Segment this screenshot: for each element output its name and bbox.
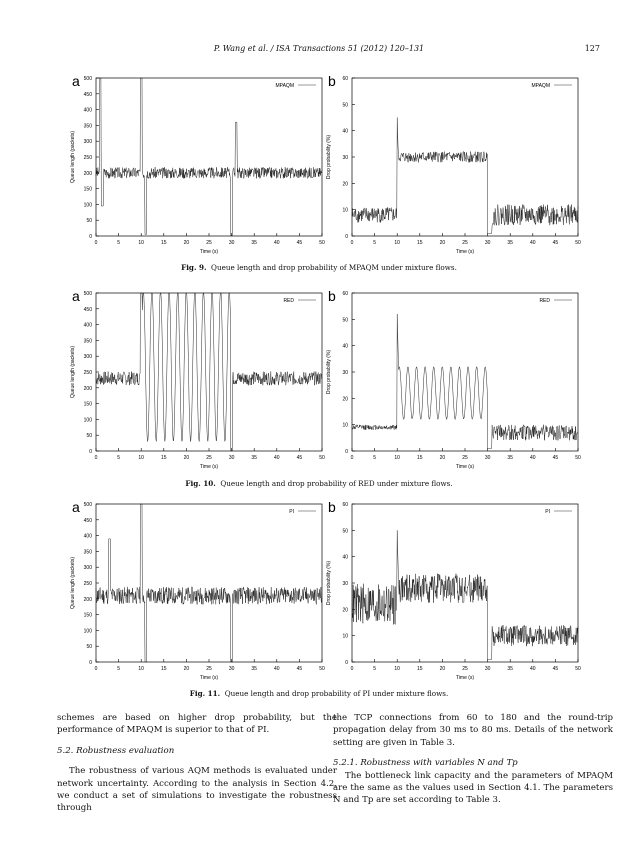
y-tick-label: 50 (342, 528, 348, 535)
y-tick-label: 40 (342, 128, 348, 135)
y-tick-label: 10 (342, 207, 348, 214)
caption-text: Queue length and drop probability of RED under mixture flows. (220, 479, 453, 488)
legend-label: RED (539, 298, 550, 304)
y-tick-label: 100 (83, 417, 92, 424)
y-tick-label: 250 (83, 370, 92, 376)
y-tick-label: 20 (342, 607, 348, 614)
x-tick-label: 50 (575, 240, 581, 246)
x-tick-label: 35 (251, 666, 257, 672)
figure-label: Fig. 9. (181, 263, 207, 272)
x-tick-label: 45 (552, 666, 559, 672)
right-column (333, 712, 613, 807)
x-tick-label: 35 (507, 666, 513, 672)
figure-10-plots (60, 287, 580, 469)
paragraph: The robustness of various AQM methods is evaluated under network uncertainty. According to the analysis in Section 4.2, we conduct a set of simulations to investigate the robustness through (57, 766, 337, 814)
figure-9-caption (0, 263, 638, 272)
x-axis-label: Time (s) (455, 249, 475, 255)
figure-11-plots (60, 498, 580, 680)
y-tick-label: 30 (342, 581, 348, 587)
x-tick-label: 0 (350, 455, 354, 461)
x-tick-label: 40 (274, 455, 280, 461)
x-tick-label: 0 (94, 455, 98, 461)
x-tick-label: 0 (94, 240, 98, 246)
figure-11 (60, 498, 580, 680)
y-tick-label: 300 (83, 354, 92, 361)
paragraph: the TCP connections from 60 to 180 and the round-trip propagation delay from 30 ms to 80 ms. Details of the network setting are given in Table 3. (333, 713, 613, 748)
x-tick-label: 20 (183, 455, 190, 461)
x-tick-label: 40 (274, 240, 280, 246)
y-tick-label: 450 (83, 306, 92, 313)
x-tick-label: 30 (484, 666, 491, 672)
y-tick-label: 350 (83, 338, 92, 345)
x-tick-label: 25 (462, 666, 468, 672)
page-number: 127 (584, 44, 600, 53)
x-tick-label: 10 (394, 240, 400, 246)
panel-letter: b (328, 499, 336, 515)
y-tick-label: 300 (83, 139, 92, 146)
x-tick-label: 35 (507, 455, 513, 461)
y-tick-label: 40 (342, 554, 348, 561)
x-tick-label: 15 (161, 455, 167, 461)
x-tick-label: 10 (138, 455, 144, 461)
series-line (96, 293, 322, 451)
series-line (352, 118, 578, 234)
x-tick-label: 35 (507, 240, 513, 246)
x-tick-label: 10 (394, 455, 400, 461)
y-axis-label: Drop probability (%) (326, 134, 332, 180)
x-tick-label: 0 (94, 666, 98, 672)
y-tick-label: 500 (83, 76, 92, 82)
x-tick-label: 15 (417, 666, 423, 672)
series-line (352, 314, 578, 448)
y-tick-label: 0 (345, 234, 348, 240)
x-tick-label: 30 (228, 666, 235, 672)
figure-9 (60, 72, 580, 254)
x-tick-label: 50 (319, 455, 325, 461)
y-tick-label: 450 (83, 91, 92, 98)
y-tick-label: 0 (89, 234, 92, 240)
x-tick-label: 10 (138, 240, 144, 246)
x-axis-label: Time (s) (199, 249, 219, 255)
x-tick-label: 40 (530, 455, 536, 461)
legend-label: PI (545, 509, 550, 515)
panel-letter: a (72, 499, 80, 515)
legend-label: MPAQM (275, 83, 294, 89)
x-tick-label: 15 (417, 240, 423, 246)
x-tick-label: 25 (206, 240, 212, 246)
x-tick-label: 15 (161, 666, 167, 672)
y-axis-label: Drop probability (%) (326, 349, 332, 395)
x-tick-label: 30 (228, 240, 235, 246)
x-tick-label: 20 (183, 240, 190, 246)
journal-header: P. Wang et al. / ISA Transactions 51 (2012) 120–131 (213, 44, 425, 53)
x-axis-label: Time (s) (199, 464, 219, 470)
x-tick-label: 35 (251, 455, 257, 461)
y-tick-label: 100 (83, 628, 92, 635)
paragraph: schemes are based on higher drop probability, but the performance of MPAQM is superior to that of PI. (57, 713, 337, 736)
y-tick-label: 500 (83, 291, 92, 297)
y-tick-label: 200 (83, 170, 92, 177)
section-heading: 5.2. Robustness evaluation (57, 745, 175, 756)
y-tick-label: 400 (83, 107, 92, 114)
x-tick-label: 15 (417, 455, 423, 461)
legend-label: PI (289, 509, 294, 515)
series-line (352, 530, 578, 659)
y-tick-label: 20 (342, 181, 348, 188)
y-tick-label: 350 (83, 549, 92, 556)
plot-frame (96, 293, 322, 451)
x-tick-label: 45 (552, 240, 559, 246)
y-tick-label: 200 (83, 596, 92, 603)
y-axis-label: Queue length (packets) (70, 346, 76, 398)
y-axis-label: Queue length (packets) (70, 131, 76, 183)
running-header (0, 44, 638, 58)
y-tick-label: 10 (342, 422, 348, 429)
figure-11-caption (0, 689, 638, 698)
x-tick-label: 5 (373, 666, 376, 672)
panel-letter: b (328, 288, 336, 304)
x-tick-label: 20 (439, 240, 446, 246)
y-tick-label: 150 (83, 186, 92, 193)
y-tick-label: 450 (83, 517, 92, 524)
x-tick-label: 20 (439, 455, 446, 461)
figure-10 (60, 287, 580, 469)
y-tick-label: 400 (83, 322, 92, 329)
paragraph: The bottleneck link capacity and the parameters of MPAQM are the same as the values used in Section 4.1. The parameters N and Tp are set according to Table 3. (333, 770, 613, 806)
x-tick-label: 10 (394, 666, 400, 672)
y-tick-label: 0 (89, 660, 92, 666)
x-tick-label: 30 (228, 455, 235, 461)
y-axis-label: Drop probability (%) (326, 560, 332, 606)
x-tick-label: 50 (575, 455, 581, 461)
panel-letter: a (72, 288, 80, 304)
x-tick-label: 25 (206, 666, 212, 672)
x-tick-label: 35 (251, 240, 257, 246)
x-tick-label: 5 (117, 455, 120, 461)
y-tick-label: 50 (86, 218, 92, 225)
figure-label: Fig. 10. (185, 479, 216, 488)
y-tick-label: 40 (342, 343, 348, 350)
x-tick-label: 5 (373, 455, 376, 461)
y-tick-label: 0 (345, 660, 348, 666)
subsection-heading: 5.2.1. Robustness with variables N and Tp (333, 758, 518, 769)
x-tick-label: 25 (206, 455, 212, 461)
x-tick-label: 40 (530, 240, 536, 246)
figure-9-plots (60, 72, 580, 254)
y-tick-label: 0 (89, 449, 92, 455)
y-tick-label: 50 (86, 644, 92, 651)
y-tick-label: 350 (83, 123, 92, 130)
x-tick-label: 45 (296, 666, 303, 672)
x-tick-label: 50 (319, 240, 325, 246)
caption-text: Queue length and drop probability of MPAQM under mixture flows. (211, 263, 457, 272)
series-line (96, 504, 322, 662)
y-tick-label: 150 (83, 612, 92, 619)
x-tick-label: 0 (350, 240, 354, 246)
y-tick-label: 400 (83, 533, 92, 540)
x-tick-label: 45 (552, 455, 559, 461)
y-tick-label: 250 (83, 581, 92, 587)
x-axis-label: Time (s) (455, 675, 475, 681)
x-tick-label: 0 (350, 666, 354, 672)
y-tick-label: 30 (342, 370, 348, 376)
x-axis-label: Time (s) (455, 464, 475, 470)
x-tick-label: 40 (274, 666, 280, 672)
x-tick-label: 15 (161, 240, 167, 246)
y-tick-label: 20 (342, 396, 348, 403)
y-tick-label: 200 (83, 385, 92, 392)
legend-label: RED (283, 298, 294, 304)
x-tick-label: 25 (462, 455, 468, 461)
x-tick-label: 10 (138, 666, 144, 672)
panel-letter: b (328, 73, 336, 89)
y-axis-label: Queue length (packets) (70, 557, 76, 609)
x-tick-label: 30 (484, 455, 491, 461)
y-tick-label: 150 (83, 401, 92, 408)
x-tick-label: 5 (117, 240, 120, 246)
y-tick-label: 60 (342, 502, 348, 508)
y-tick-label: 0 (345, 449, 348, 455)
x-tick-label: 40 (530, 666, 536, 672)
y-tick-label: 60 (342, 291, 348, 297)
figure-label: Fig. 11. (189, 689, 221, 698)
x-tick-label: 45 (296, 240, 303, 246)
x-tick-label: 25 (462, 240, 468, 246)
legend-label: MPAQM (531, 83, 550, 89)
y-tick-label: 250 (83, 155, 92, 161)
y-tick-label: 50 (86, 433, 92, 440)
x-tick-label: 50 (319, 666, 325, 672)
x-axis-label: Time (s) (199, 675, 219, 681)
y-tick-label: 500 (83, 502, 92, 508)
x-tick-label: 45 (296, 455, 303, 461)
x-tick-label: 5 (373, 240, 376, 246)
panel-letter: a (72, 73, 80, 89)
x-tick-label: 5 (117, 666, 120, 672)
y-tick-label: 50 (342, 317, 348, 324)
figure-10-caption (0, 479, 638, 488)
x-tick-label: 30 (484, 240, 491, 246)
y-tick-label: 50 (342, 102, 348, 109)
x-tick-label: 50 (575, 666, 581, 672)
caption-text: Queue length and drop probability of PI under mixture flows. (224, 689, 449, 698)
left-column (57, 712, 337, 815)
y-tick-label: 60 (342, 76, 348, 82)
x-tick-label: 20 (439, 666, 446, 672)
series-line (96, 78, 322, 235)
y-tick-label: 30 (342, 155, 348, 161)
y-tick-label: 100 (83, 202, 92, 209)
y-tick-label: 300 (83, 565, 92, 572)
y-tick-label: 10 (342, 633, 348, 640)
plot-frame (96, 78, 322, 236)
plot-frame (96, 504, 322, 662)
x-tick-label: 20 (183, 666, 190, 672)
